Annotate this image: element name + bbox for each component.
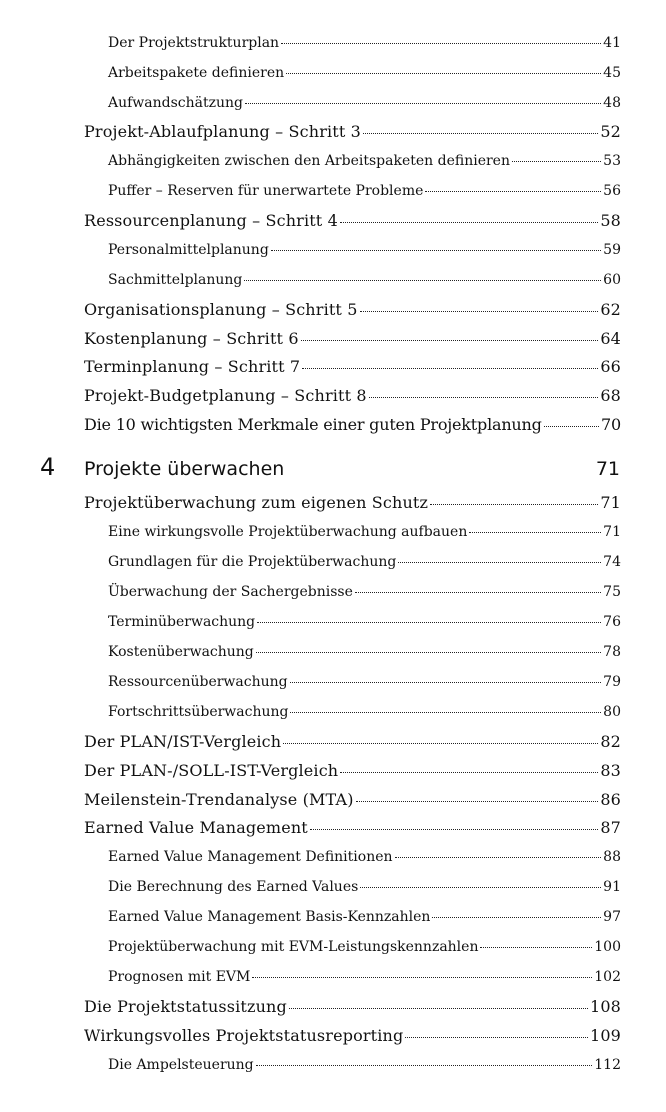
toc-entry[interactable]	[108, 35, 621, 59]
dot-leader	[469, 532, 601, 533]
toc-entry-title: Abhängigkeiten zwischen den Arbeitspaketen definieren	[108, 153, 510, 169]
dot-leader	[340, 772, 598, 773]
dot-leader	[301, 340, 599, 341]
toc-entry-page: 66	[600, 357, 621, 376]
toc-entry-title: Überwachung der Sachergebnisse	[108, 584, 353, 600]
toc-entry[interactable]	[108, 584, 621, 608]
toc-entry[interactable]	[108, 242, 621, 266]
toc-entry-title: Kostenplanung – Schritt 6	[84, 329, 299, 348]
toc-entry[interactable]	[84, 415, 621, 439]
toc-entry-page: 78	[603, 644, 621, 660]
toc-entry-page: 82	[600, 732, 621, 751]
toc-entry[interactable]	[108, 879, 621, 903]
chapter-page: 71	[595, 458, 620, 480]
toc-entry-page: 102	[594, 969, 621, 985]
dot-leader	[257, 622, 601, 623]
dot-leader	[356, 801, 599, 802]
dot-leader	[395, 857, 602, 858]
toc-entry-title: Projekt-Ablaufplanung – Schritt 3	[84, 122, 361, 141]
toc-entry-page: 97	[603, 909, 621, 925]
toc-entry-title: Wirkungsvolles Projektstatusreporting	[84, 1026, 404, 1045]
dot-leader	[302, 368, 598, 369]
dot-leader	[290, 712, 601, 713]
toc-entry-title: Grundlagen für die Projektüberwachung	[108, 554, 397, 570]
toc-entry-title: Puffer – Reserven für unerwartete Probleme	[108, 183, 424, 199]
toc-entry[interactable]	[84, 300, 621, 324]
toc-entry-title: Die Projektstatussitzung	[84, 997, 287, 1016]
dot-leader	[369, 397, 599, 398]
dot-leader	[245, 103, 601, 104]
dot-leader	[310, 829, 598, 830]
toc-entry-page: 74	[603, 554, 621, 570]
toc-entry-title: Der Projektstrukturplan	[108, 35, 280, 51]
toc-entry-page: 58	[600, 211, 621, 230]
toc-entry-page: 88	[603, 849, 621, 865]
toc-entry[interactable]	[108, 554, 621, 578]
toc-entry-page: 70	[601, 415, 621, 434]
dot-leader	[425, 191, 601, 192]
toc-entry-page: 59	[603, 242, 621, 258]
toc-entry-page: 68	[600, 386, 621, 405]
toc-entry[interactable]	[84, 997, 621, 1021]
toc-entry-title: Projekt-Budgetplanung – Schritt 8	[84, 386, 367, 405]
toc-entry-title: Sachmittelplanung	[108, 272, 243, 288]
toc-entry-title: Projektüberwachung mit EVM-Leistungskennzahlen	[108, 939, 479, 955]
toc-entry-page: 76	[603, 614, 621, 630]
toc-entry-title: Earned Value Management	[84, 818, 308, 837]
toc-entry-title: Eine wirkungsvolle Projektüberwachung aufbauen	[108, 524, 468, 540]
toc-entry-page: 87	[600, 818, 621, 837]
toc-entry-title: Arbeitspakete definieren	[108, 65, 285, 81]
dot-leader	[363, 133, 598, 134]
toc-entry[interactable]	[84, 1026, 621, 1050]
chapter-title: Projekte überwachen	[84, 458, 285, 480]
dot-leader	[544, 426, 599, 427]
toc-entry[interactable]	[108, 909, 621, 933]
toc-entry-title: Meilenstein-Trendanalyse (MTA)	[84, 790, 354, 809]
toc-entry-title: Terminplanung – Schritt 7	[84, 357, 301, 376]
dot-leader	[360, 311, 599, 312]
toc-entry-page: 71	[600, 493, 621, 512]
toc-entry-title: Personalmittelplanung	[108, 242, 269, 258]
dot-leader	[283, 743, 598, 744]
toc-entry[interactable]	[108, 95, 621, 119]
dot-leader	[340, 222, 598, 223]
dot-leader	[430, 504, 598, 505]
toc-entry-title: Earned Value Management Definitionen	[108, 849, 393, 865]
chapter-heading[interactable]	[40, 453, 620, 489]
dot-leader	[405, 1037, 588, 1038]
toc-entry[interactable]	[84, 386, 621, 410]
toc-entry[interactable]	[108, 849, 621, 873]
dot-leader	[360, 887, 601, 888]
toc-entry[interactable]	[108, 939, 621, 963]
dot-leader	[244, 280, 601, 281]
dot-leader	[286, 73, 601, 74]
dot-leader	[289, 1008, 588, 1009]
toc-entry-title: Projektüberwachung zum eigenen Schutz	[84, 493, 429, 512]
toc-entry[interactable]	[84, 818, 621, 842]
toc-entry-title: Der PLAN-/SOLL-IST-Vergleich	[84, 761, 339, 780]
toc-entry[interactable]	[108, 644, 621, 668]
toc-entry[interactable]	[84, 329, 621, 353]
toc-entry[interactable]	[108, 674, 621, 698]
toc-entry-page: 91	[603, 879, 621, 895]
toc-entry-page: 109	[590, 1026, 621, 1045]
dot-leader	[271, 250, 601, 251]
toc-entry-title: Terminüberwachung	[108, 614, 256, 630]
toc-entry[interactable]	[84, 122, 621, 146]
toc-entry[interactable]	[108, 153, 621, 177]
toc-entry-page: 41	[603, 35, 621, 51]
toc-entry[interactable]	[108, 65, 621, 89]
toc-entry[interactable]	[84, 761, 621, 785]
toc-entry-title: Prognosen mit EVM	[108, 969, 251, 985]
toc-entry-title: Die Berechnung des Earned Values	[108, 879, 359, 895]
toc-entry[interactable]	[84, 790, 621, 814]
dot-leader	[256, 652, 601, 653]
toc-entry-title: Organisationsplanung – Schritt 5	[84, 300, 358, 319]
toc-entry-page: 86	[600, 790, 621, 809]
dot-leader	[281, 43, 601, 44]
dot-leader	[252, 977, 592, 978]
toc-entry-page: 83	[600, 761, 621, 780]
chapter-number: 4	[40, 453, 56, 481]
toc-entry-page: 60	[603, 272, 621, 288]
toc-entry[interactable]	[108, 614, 621, 638]
toc-entry[interactable]	[108, 704, 621, 728]
toc-entry-page: 52	[600, 122, 621, 141]
toc-entry[interactable]	[84, 211, 621, 235]
toc-entry-page: 48	[603, 95, 621, 111]
toc-entry-page: 56	[603, 183, 621, 199]
toc-entry-page: 53	[603, 153, 621, 169]
toc-entry[interactable]	[84, 357, 621, 381]
toc-entry[interactable]	[108, 969, 621, 993]
toc-entry-page: 71	[603, 524, 621, 540]
toc-entry[interactable]	[84, 493, 621, 517]
toc-entry-page: 75	[603, 584, 621, 600]
dot-leader	[398, 562, 601, 563]
toc-entry-title: Fortschrittsüberwachung	[108, 704, 289, 720]
toc-entry-title: Kostenüberwachung	[108, 644, 254, 660]
toc-entry[interactable]	[108, 524, 621, 548]
dot-leader	[256, 1065, 593, 1066]
toc-entry-title: Die Ampelsteuerung	[108, 1057, 254, 1073]
toc-entry[interactable]	[108, 272, 621, 296]
toc-entry-title: Der PLAN/IST-Vergleich	[84, 732, 282, 751]
toc-entry-page: 62	[600, 300, 621, 319]
toc-entry[interactable]	[108, 1057, 621, 1081]
toc-entry-page: 79	[603, 674, 621, 690]
toc-entry-page: 64	[600, 329, 621, 348]
dot-leader	[512, 161, 601, 162]
toc-entry-title: Die 10 wichtigsten Merkmale einer guten Projektplanung	[84, 415, 542, 434]
toc-entry-page: 45	[603, 65, 621, 81]
toc-entry-page: 112	[594, 1057, 621, 1073]
toc-entry-page: 80	[603, 704, 621, 720]
toc-entry-title: Ressourcenüberwachung	[108, 674, 288, 690]
dot-leader	[432, 917, 601, 918]
dot-leader	[290, 682, 602, 683]
toc-entry-title: Aufwandschätzung	[108, 95, 244, 111]
dot-leader	[480, 947, 592, 948]
toc-entry[interactable]	[84, 732, 621, 756]
toc-entry-title: Ressourcenplanung – Schritt 4	[84, 211, 338, 230]
toc-entry[interactable]	[108, 183, 621, 207]
toc-entry-title: Earned Value Management Basis-Kennzahlen	[108, 909, 431, 925]
dot-leader	[355, 592, 601, 593]
toc-entry-page: 108	[590, 997, 621, 1016]
toc-entry-page: 100	[594, 939, 621, 955]
